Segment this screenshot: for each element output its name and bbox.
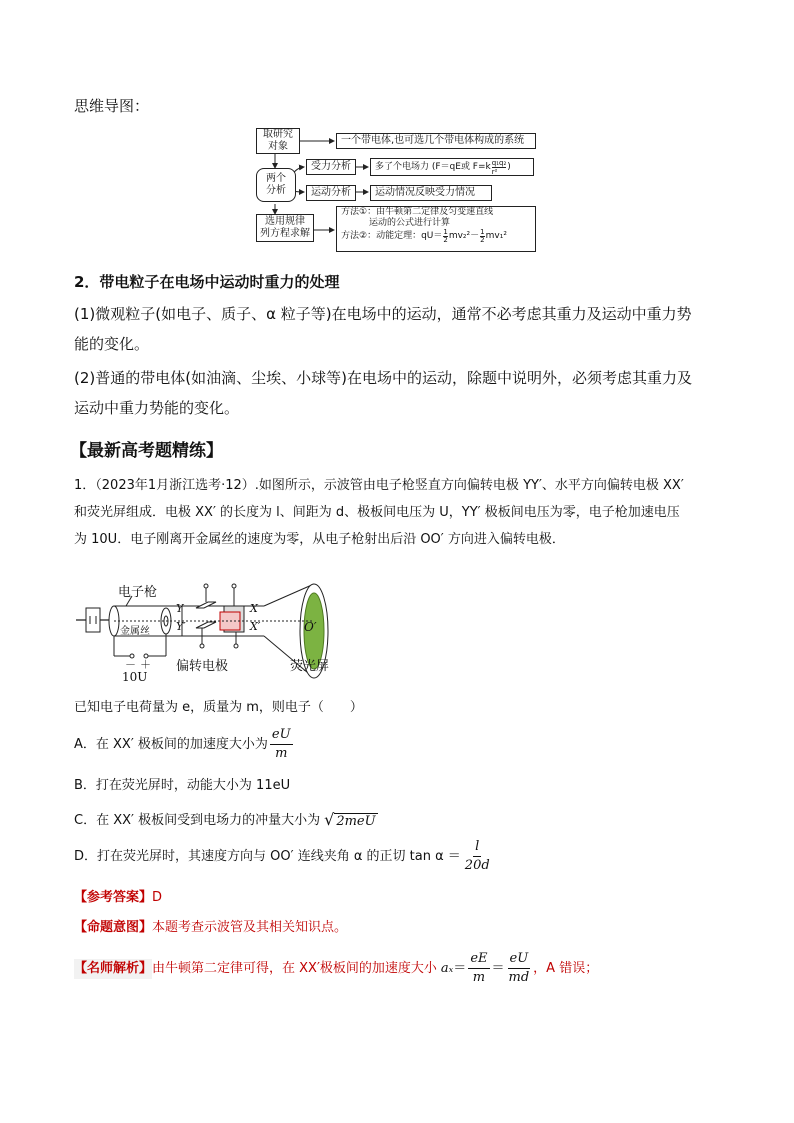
mm-force-close: ) — [507, 162, 511, 172]
sqrt-symbol: √ — [324, 810, 335, 829]
mm-half-1 — [443, 229, 447, 244]
analysis-frac1-den: m — [472, 970, 486, 985]
option-d-den: 20d — [464, 858, 490, 873]
option-d-text: D．打在荧光屏时，其速度方向与 OO′ 连线夹角 α 的正切 tan α ＝ — [74, 848, 461, 864]
label-filament: 金属丝 — [120, 626, 150, 637]
analysis-frac2-num: eU — [508, 950, 531, 969]
analysis-ax: aₓ — [440, 960, 454, 976]
option-c-radicand: 2meU — [336, 814, 376, 829]
section2-p1-line2: 能的变化。 — [74, 335, 150, 353]
mm-law-line2: 列方程求解 — [260, 228, 310, 239]
section3-heading: 【最新高考题精练】 — [70, 441, 223, 461]
intent-text: 本题考查示波管及其相关知识点。 — [152, 920, 348, 935]
mm-half-1-den: 2 — [443, 236, 448, 244]
option-a-num: eU — [270, 726, 293, 745]
mm-object-line2: 对象 — [268, 141, 288, 152]
reference-answer-tag: 【参考答案】 — [74, 890, 153, 905]
option-c-sqrt — [324, 810, 377, 832]
label-o-prime: O′ — [304, 620, 317, 634]
section2-heading: 2．带电粒子在电场中运动时重力的处理 — [74, 273, 340, 291]
mm-half-2 — [480, 229, 484, 244]
label-x2: X′ — [250, 620, 261, 633]
mm-object-line1: 取研究 — [263, 129, 293, 140]
mm-method2-b: mv₂²－ — [448, 231, 480, 241]
label-electron-gun: 电子枪 — [118, 585, 158, 600]
reference-answer-value: D — [152, 890, 163, 905]
section2-paragraph2 — [74, 366, 734, 420]
mm-two-line1: 两个 — [266, 173, 286, 184]
analysis-frac1 — [468, 950, 489, 987]
mm-half-1-num: 1 — [443, 228, 448, 236]
label-minus: － — [125, 658, 136, 671]
option-b[interactable]: B．打在荧光屏时，动能大小为 11eU — [74, 778, 291, 793]
label-screen: 荧光屏 — [290, 659, 330, 674]
mm-motion-desc: 运动情况反映受力情况 — [370, 185, 492, 201]
mm-method-box — [336, 206, 536, 252]
analysis-frac1-num: eE — [468, 950, 489, 969]
mm-force-den: r² — [491, 167, 498, 176]
section2-p1-line1: (1)微观粒子(如电子、质子、α 粒子等)在电场中的运动，通常不必考虑其重力及运动中重力势 — [74, 305, 692, 323]
mm-motion-label: 运动分析 — [306, 185, 356, 201]
question-line2: 和荧光屏组成．电极 XX′ 的长度为 l、间距为 d、极板间电压为 U，YY′ 极板间电压为零，电子枪加速电压 — [74, 505, 680, 520]
question-line1: 1．（2023年1月浙江选考·12）.如图所示，示波管由电子枪竖直方向偏转电极 YY′、水平方向偏转电极 XX′ — [74, 478, 684, 493]
mm-half-2-den: 2 — [480, 236, 485, 244]
analysis-frac2-den: md — [508, 970, 530, 985]
option-a[interactable] — [74, 726, 295, 763]
analysis-frac2 — [507, 950, 532, 987]
mm-force-desc — [370, 158, 534, 176]
label-x1: X — [250, 602, 258, 615]
mm-method2 — [341, 229, 507, 244]
mm-law-line1: 选用规律 — [265, 216, 305, 227]
option-a-text: A．在 XX′ 极板间的加速度大小为 — [74, 736, 268, 752]
mm-object-desc: 一个带电体,也可选几个带电体构成的系统 — [336, 133, 536, 149]
option-a-fraction — [270, 726, 293, 763]
question-line3: 为 10U．电子刚离开金属丝的速度为零，从电子枪射出后沿 OO′ 方向进入偏转电极． — [74, 532, 565, 547]
option-c-text: C．在 XX′ 极板间受到电场力的冲量大小为 — [74, 813, 321, 828]
mm-half-2-num: 1 — [480, 228, 485, 236]
mm-force-text: 多了个电场力 (F＝qE或 F=k — [375, 162, 491, 172]
label-plus: ＋ — [140, 658, 151, 671]
reference-answer — [74, 888, 162, 908]
mm-method1-b: 运动的公式进行计算 — [369, 218, 451, 228]
option-d[interactable] — [74, 838, 494, 875]
analysis-tag: 【名师解析】 — [74, 959, 152, 979]
section2-p2-line1: (2)普通的带电体(如油滴、尘埃、小球等)在电场中的运动，除题中说明外，必须考虑其重力及 — [74, 369, 692, 387]
analysis — [74, 950, 598, 987]
intent-tag: 【命题意图】 — [74, 920, 153, 935]
section2-p2-line2: 运动中重力势能的变化。 — [74, 399, 240, 417]
option-d-fraction — [463, 838, 492, 875]
label-y2: Y′ — [176, 620, 186, 633]
label-y1: Y — [176, 602, 184, 615]
intent — [74, 918, 347, 938]
analysis-text2: ，A 错误； — [533, 960, 599, 976]
mm-force-frac — [492, 159, 507, 176]
question-known: 已知电子电荷量为 e，质量为 m，则电子（ ） — [74, 700, 363, 715]
mm-law-box — [256, 214, 314, 242]
analysis-text1: 由牛顿第二定律可得，在 XX′极板间的加速度大小 — [152, 960, 437, 976]
mm-method2-a: 方法②：动能定理：qU＝ — [341, 231, 443, 241]
question-stem — [74, 476, 734, 550]
analysis-eq2: ＝ — [491, 960, 505, 976]
mm-two-analysis-box — [256, 168, 296, 202]
section2-paragraph1 — [74, 302, 734, 356]
label-voltage: 10U — [122, 670, 148, 684]
option-d-num: l — [473, 838, 481, 857]
option-c[interactable] — [74, 810, 378, 832]
label-deflection-electrodes: 偏转电极 — [176, 659, 229, 674]
mm-force-num: q₁q₂ — [491, 158, 507, 167]
mindmap-title: 思维导图： — [74, 97, 150, 115]
mm-force-label: 受力分析 — [306, 159, 356, 175]
mm-method2-c: mv₁² — [485, 231, 507, 241]
mm-two-line2: 分析 — [266, 185, 286, 196]
mm-object-box — [256, 128, 300, 154]
mm-method1-a: 方法①：由牛顿第二定律及匀变速直线 — [341, 207, 494, 217]
analysis-eq1: ＝ — [453, 960, 467, 976]
option-a-den: m — [275, 746, 288, 761]
